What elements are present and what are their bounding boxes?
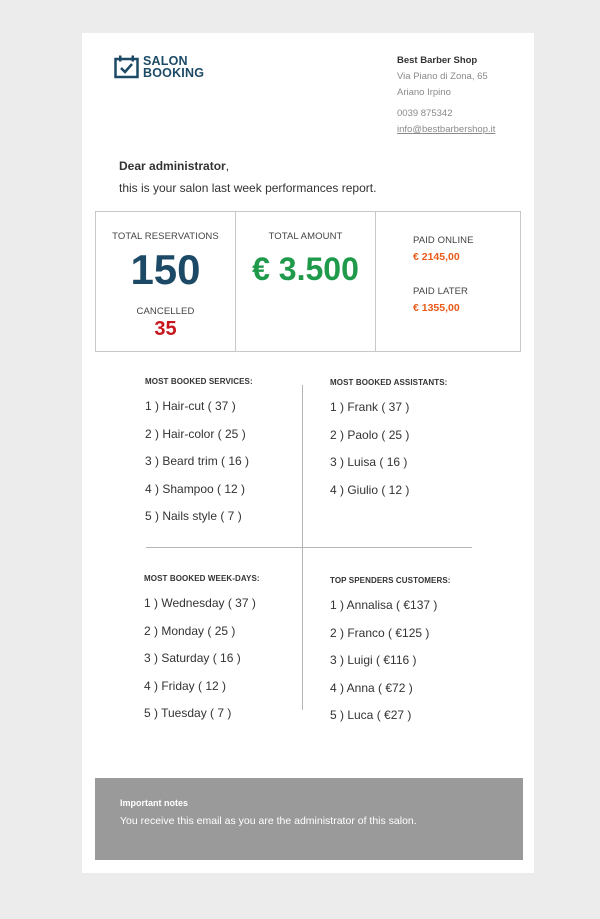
list-item: 1 ) Wednesday ( 37 ) (144, 596, 256, 610)
total-reservations-label: TOTAL RESERVATIONS (112, 231, 219, 242)
email-card (82, 33, 534, 873)
list-item: 4 ) Giulio ( 12 ) (330, 482, 410, 497)
most-booked-services (145, 377, 253, 536)
services-list (145, 398, 253, 536)
amount-stat (236, 212, 376, 351)
calendar-check-icon (114, 55, 140, 79)
list-item: 3 ) Luigi ( €116 ) (330, 653, 417, 667)
greeting-comma: , (225, 159, 230, 173)
payments-stat (376, 212, 520, 351)
list-item: 2 ) Hair-color ( 25 ) (145, 426, 246, 441)
assistants-list (330, 399, 447, 509)
paid-online-value: € 2145,00 (413, 251, 460, 263)
list-item: 2 ) Monday ( 25 ) (144, 623, 236, 638)
important-notes-box (95, 778, 523, 860)
list-item: 4 ) Shampoo ( 12 ) (145, 481, 246, 496)
most-booked-weekdays (144, 574, 260, 733)
reservations-stat (96, 212, 236, 351)
paid-later-label: PAID LATER (413, 286, 469, 297)
top-spenders-customers (330, 576, 451, 735)
logo-line-2: BOOKING (143, 66, 205, 80)
greeting (119, 155, 376, 199)
assistants-title: MOST BOOKED ASSISTANTS: (330, 378, 448, 387)
greeting-salutation: Dear administrator (119, 159, 226, 173)
list-item: 5 ) Luca ( €27 ) (330, 708, 412, 722)
list-item: 3 ) Beard trim ( 16 ) (145, 454, 250, 468)
spenders-list (330, 597, 451, 735)
stats-panel (95, 211, 521, 352)
list-item: 4 ) Friday ( 12 ) (144, 678, 227, 693)
list-item: 1 ) Frank ( 37 ) (330, 400, 410, 414)
list-item: 5 ) Tuesday ( 7 ) (144, 706, 232, 720)
total-reservations-value: 150 (130, 246, 201, 293)
greeting-message: this is your salon last week performances report. (119, 181, 377, 195)
total-amount-label: TOTAL AMOUNT (268, 231, 343, 242)
shop-address-line1: Via Piano di Zona, 65 (397, 71, 488, 82)
most-booked-assistants (330, 378, 447, 509)
shop-address-line2: Ariano Irpino (397, 87, 451, 98)
salon-booking-logo (114, 55, 204, 79)
spenders-title: TOP SPENDERS CUSTOMERS: (330, 576, 451, 585)
notes-title: Important notes (120, 798, 189, 808)
shop-phone: 0039 875342 (397, 108, 453, 119)
paid-online-label: PAID ONLINE (413, 235, 474, 246)
shop-info (397, 53, 495, 138)
cancelled-value: 35 (154, 318, 177, 340)
paid-later-value: € 1355,00 (413, 302, 460, 314)
list-item: 3 ) Luisa ( 16 ) (330, 455, 408, 469)
horizontal-divider (146, 547, 472, 548)
list-item: 5 ) Nails style ( 7 ) (145, 509, 242, 523)
weekdays-title: MOST BOOKED WEEK-DAYS: (144, 574, 260, 583)
logo-text (143, 55, 204, 79)
total-amount-value: € 3.500 (252, 251, 359, 287)
list-item: 2 ) Franco ( €125 ) (330, 625, 430, 640)
logo-line-1: SALON (143, 54, 188, 68)
list-item: 2 ) Paolo ( 25 ) (330, 427, 410, 442)
list-item: 1 ) Annalisa ( €137 ) (330, 598, 438, 612)
services-title: MOST BOOKED SERVICES: (145, 377, 253, 386)
list-item: 3 ) Saturday ( 16 ) (144, 651, 241, 665)
list-item: 4 ) Anna ( €72 ) (330, 680, 413, 695)
cancelled-label: CANCELLED (136, 306, 195, 317)
weekdays-list (144, 595, 260, 733)
shop-name: Best Barber Shop (397, 55, 478, 66)
shop-email-link[interactable]: info@bestbarbershop.it (397, 124, 496, 135)
list-item: 1 ) Hair-cut ( 37 ) (145, 399, 236, 413)
notes-text: You receive this email as you are the administrator of this salon. (120, 815, 417, 827)
